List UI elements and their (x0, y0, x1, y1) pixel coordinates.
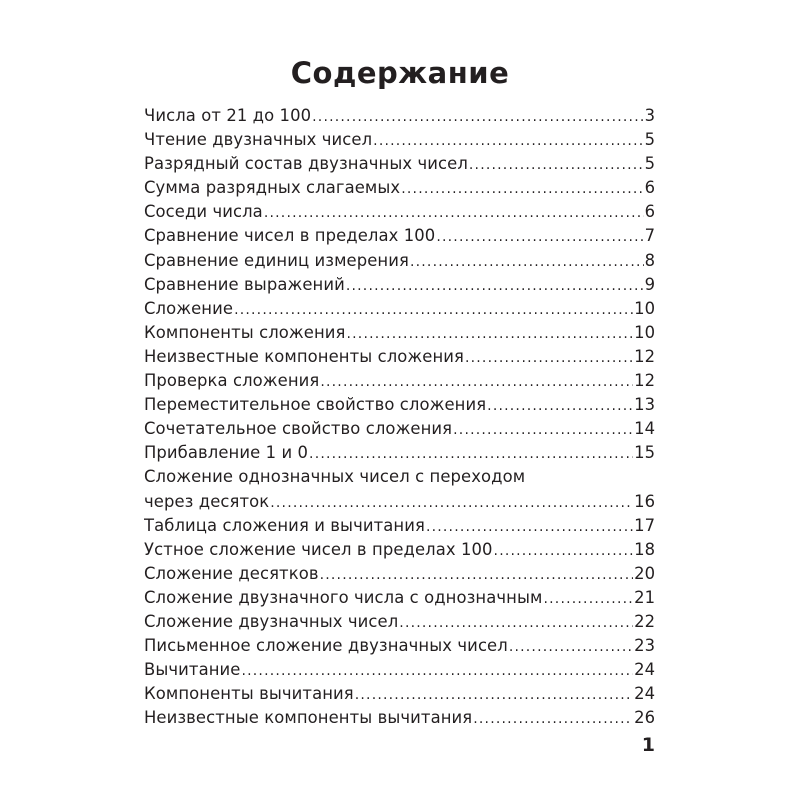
toc-entry-page: 14 (634, 419, 655, 439)
toc-entry-label: Чтение двузначных чисел (144, 130, 373, 150)
toc-entry-label: Разрядный состав двузначных чисел (144, 154, 468, 174)
toc-entry[interactable] (144, 634, 655, 658)
toc-leader-dots (509, 635, 633, 658)
toc-entry[interactable] (144, 297, 655, 321)
toc-entry-label: Неизвестные компоненты сложения (144, 346, 464, 366)
toc-entry-page: 9 (644, 274, 655, 294)
toc-leader-dots (465, 346, 633, 369)
toc-entry-page: 12 (634, 371, 655, 391)
toc-leader-dots (373, 129, 643, 152)
toc-entry[interactable] (144, 490, 655, 514)
toc-entry-label: Вычитание (144, 660, 241, 680)
toc-entry-label: Письменное сложение двузначных чисел (144, 636, 508, 656)
toc-entry[interactable] (144, 658, 655, 682)
toc-entry-page: 17 (634, 515, 655, 535)
toc-leader-dots (494, 539, 634, 562)
toc-leader-dots (426, 515, 633, 538)
toc-leader-dots (473, 707, 633, 730)
toc-entry[interactable] (144, 610, 655, 634)
toc-entry-label: Сравнение выражений (144, 274, 345, 294)
toc-leader-dots (264, 201, 644, 224)
toc-entry-page: 16 (634, 491, 655, 511)
toc-entry-label: Числа от 21 до 100 (144, 106, 312, 125)
toc-entry-page: 10 (634, 322, 655, 342)
toc-entry-page: 22 (634, 611, 655, 631)
toc-leader-dots (346, 274, 644, 297)
toc-entry-page: 24 (634, 660, 655, 680)
toc-entry-page: 6 (644, 178, 655, 198)
toc-entry[interactable] (144, 321, 655, 345)
toc-entry-label: Сложение двузначного числа с однозначным (144, 587, 543, 607)
toc-entry[interactable] (144, 417, 655, 441)
toc-leader-dots (320, 563, 634, 586)
toc-entry-label: Компоненты сложения (144, 322, 346, 342)
toc-leader-dots (544, 587, 634, 610)
toc-entry-page: 18 (634, 539, 655, 559)
toc-entry[interactable] (144, 345, 655, 369)
toc-entry-label-line1: Сложение однозначных чисел с переходом (144, 467, 526, 487)
toc-entry-page: 3 (644, 106, 655, 125)
toc-entry-label: Сложение десятков (144, 563, 319, 583)
toc-entry-page: 23 (634, 636, 655, 656)
toc-leader-dots (241, 659, 633, 682)
toc-entry[interactable] (144, 128, 655, 152)
toc-entry-page: 8 (644, 250, 655, 270)
toc-entry-label: Компоненты вычитания (144, 684, 354, 704)
toc-entry-label: Переместительное свойство сложения (144, 395, 487, 415)
toc-entry-label: через десяток (144, 491, 270, 511)
toc-entry[interactable] (144, 176, 655, 200)
toc-leader-dots (401, 177, 643, 200)
toc-entry[interactable] (144, 393, 655, 417)
toc-entry-label: Сумма разрядных слагаемых (144, 178, 401, 198)
toc-entry[interactable] (144, 369, 655, 393)
toc-entry-label: Неизвестные компоненты вычитания (144, 708, 473, 728)
toc-entry-page: 12 (634, 346, 655, 366)
toc-entry-page: 20 (634, 563, 655, 583)
toc-entry[interactable] (144, 273, 655, 297)
toc-entry-label: Таблица сложения и вычитания (144, 515, 425, 535)
toc-leader-dots (436, 225, 643, 248)
toc-entry-page: 10 (634, 298, 655, 318)
toc-entry-line1[interactable] (144, 465, 655, 489)
toc-entry-page: 26 (634, 708, 655, 728)
toc-leader-dots (469, 153, 644, 176)
toc-entry[interactable] (144, 441, 655, 465)
toc-leader-dots (312, 105, 643, 128)
toc-entry-label: Проверка сложения (144, 371, 320, 391)
toc-leader-dots (234, 298, 633, 321)
toc-leader-dots (410, 250, 644, 273)
toc-entry-page: 13 (634, 395, 655, 415)
toc-entry-page: 21 (634, 587, 655, 607)
toc-entry-label: Соседи числа (144, 202, 263, 222)
toc-leader-dots (399, 611, 633, 634)
toc-entry-page: 15 (634, 443, 655, 463)
toc-leader-dots (270, 491, 633, 514)
toc-leader-dots (320, 370, 633, 393)
toc-entry[interactable] (144, 104, 655, 128)
toc-entry-label: Прибавление 1 и 0 (144, 443, 309, 463)
page-title: Содержание (290, 56, 510, 90)
toc-entry[interactable] (144, 224, 655, 248)
toc-entry-page: 5 (644, 154, 655, 174)
toc-entry-page: 24 (634, 684, 655, 704)
toc-leader-dots (453, 418, 633, 441)
toc-entry[interactable] (144, 538, 655, 562)
toc-entry-label: Сочетательное свойство сложения (144, 419, 453, 439)
table-of-contents (144, 104, 655, 730)
toc-entry[interactable] (144, 562, 655, 586)
toc-entry-page: 6 (644, 202, 655, 222)
toc-entry-label: Сравнение чисел в пределах 100 (144, 226, 436, 246)
toc-entry-label: Сложение (144, 298, 234, 318)
toc-entry[interactable] (144, 200, 655, 224)
toc-entry[interactable] (144, 249, 655, 273)
toc-entry[interactable] (144, 152, 655, 176)
toc-entry[interactable] (144, 586, 655, 610)
toc-leader-dots (309, 442, 633, 465)
toc-entry[interactable] (144, 514, 655, 538)
toc-leader-dots (347, 322, 634, 345)
toc-entry-page: 5 (644, 130, 655, 150)
toc-entry-page: 7 (644, 226, 655, 246)
toc-entry-label: Устное сложение чисел в пределах 100 (144, 539, 493, 559)
toc-entry-label: Сравнение единиц измерения (144, 250, 409, 270)
toc-entry-label: Сложение двузначных чисел (144, 611, 399, 631)
toc-leader-dots (355, 683, 633, 706)
page-number: 1 (641, 734, 655, 756)
toc-entry[interactable] (144, 682, 655, 706)
toc-leader-dots (487, 394, 633, 417)
toc-entry[interactable] (144, 706, 655, 730)
